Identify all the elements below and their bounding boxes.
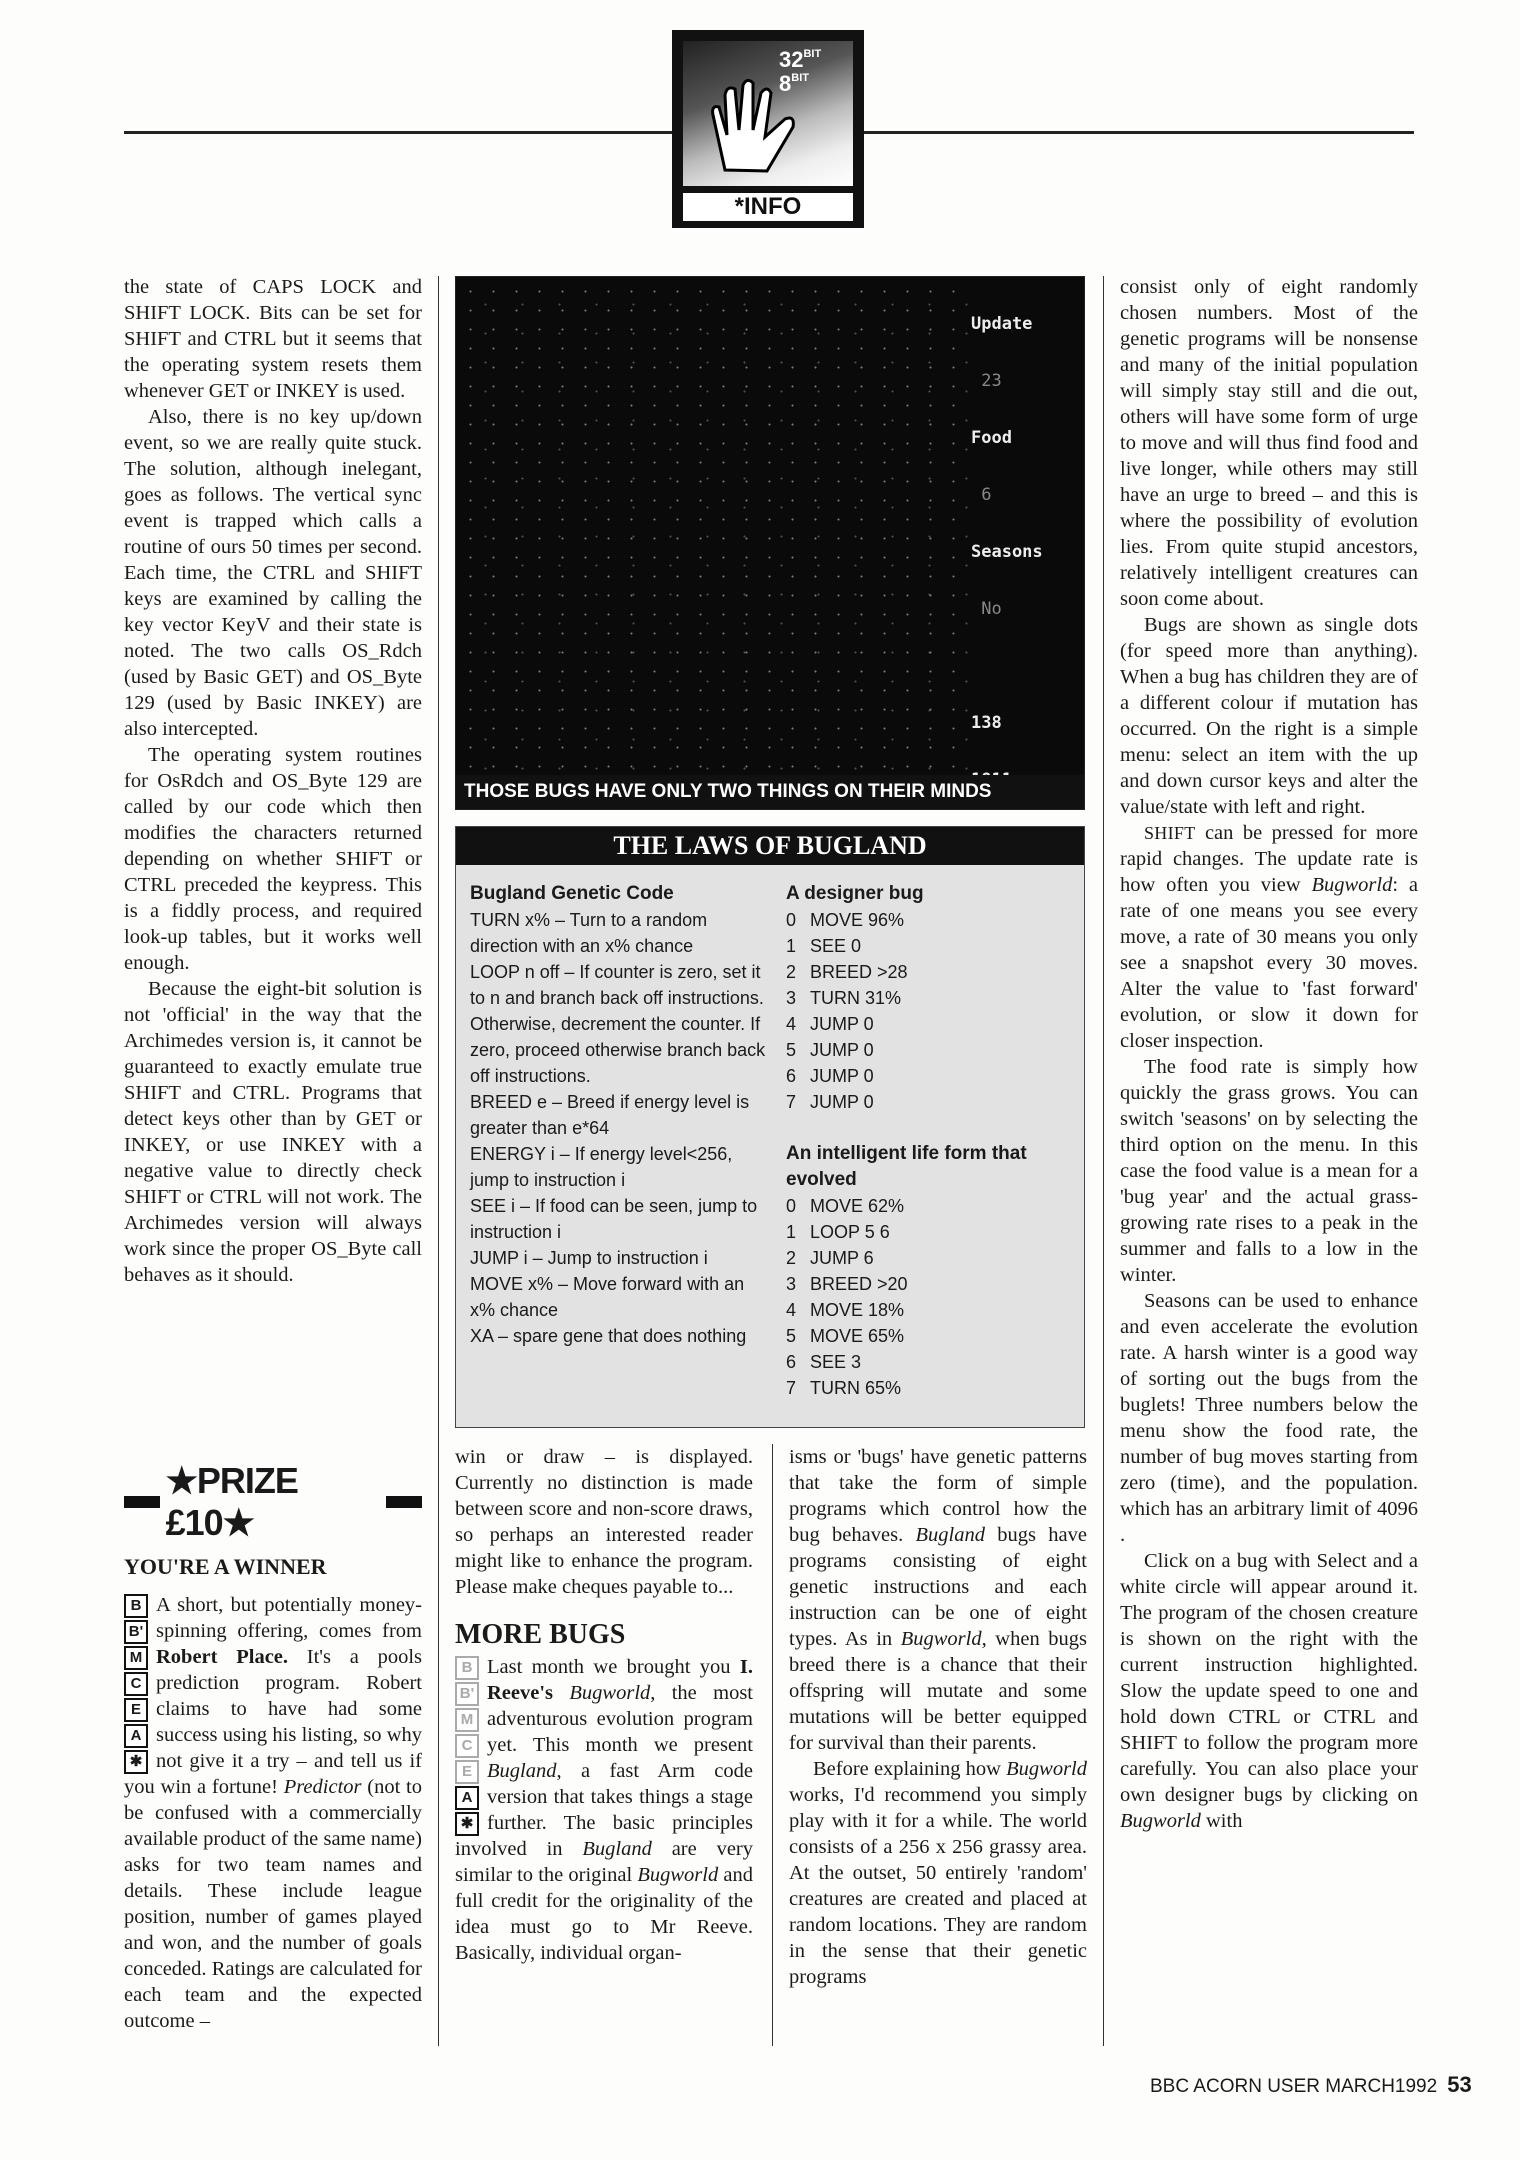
designer-line: 0 MOVE 96% [786,910,905,930]
col2-paragraph: win or draw – is displayed. Currently no distinction is made between score and non-score draws, so perhaps an interested reader might like to enhance the program. Please make cheques payable to... [455,1446,753,1598]
bugland-screenshot [455,276,1085,810]
designer-line: 2 BREED >28 [786,962,908,982]
designer-line: 7 JUMP 0 [786,1092,874,1112]
intelligent-line: 0 MOVE 62% [786,1196,905,1216]
bbc-b-icon: B [124,1594,148,1618]
column-4 [1120,274,1418,1834]
col4-paragraph: Seasons can be used to enhance and even accelerate the evolution rate. A harsh winter is a good way of sorting out the bugs from the buglets! Three numbers below the menu show the food rate, the number of bug moves starting from zero (time), and the population. which has an arbitrary limit of 4096 . [1120,1290,1418,1546]
col3-paragraph: isms or 'bugs' have genetic patterns that take the form of simple programs which control how the bug behaves. Bugland bugs have programs consisting of eight genetic instructions and each instruction can be one of eight types. As in Bugworld, when bugs breed there is a chance that their offspring will mutate and some mutations will be better equipped for survival than their parents. [789,1446,1087,1754]
more-bugs-heading: MORE BUGS [455,1619,626,1650]
logo-label: *INFO [683,193,853,221]
intelligent-line: 6 SEE 3 [786,1352,862,1372]
column-divider [1103,276,1104,2046]
prize-bar-left [124,1496,160,1508]
bbc-b-plus-icon: B' [124,1620,148,1644]
genetic-entry: ENERGY i – If energy level<256, jump to instruction i [470,1144,733,1190]
col4-paragraph: Bugs are shown as single dots (for speed more than anything). When a bug has children they are of a different colour if mutation has occurred. On the right is a simple menu: select an item with the up and down cursor keys and alter the value/state with left and right. [1120,614,1418,818]
genetic-entry: LOOP n off – If counter is zero, set it to n and branch back off instructions. Otherwise, decrement the counter. If zero, proceed otherwise branch back off instructions. [470,962,766,1086]
genetic-entry: XA – spare gene that does nothing [470,1326,747,1346]
bug-examples [786,881,1076,1401]
intelligent-line: 2 JUMP 6 [786,1248,874,1268]
col3-paragraph: Before explaining how Bugworld works, I'd recommend you simply play with it for a while. The world consists of a 256 x 256 grassy area. At the outset, 50 entirely 'random' creatures are created and placed at random locations. They are random in the sense that their genetic programs [789,1758,1087,1988]
prize-section [124,1460,422,2034]
column-2 [455,1444,753,1966]
designer-line: 3 TURN 31% [786,988,902,1008]
column-3 [789,1444,1087,1990]
hand-icon [705,75,815,185]
genetic-entry: SEE i – If food can be seen, jump to instruction i [470,1196,758,1242]
designer-line: 6 JUMP 0 [786,1066,874,1086]
prize-heading: ★PRIZE £10★ [124,1460,422,1544]
compact-icon: C [455,1734,479,1758]
column-divider [438,276,439,2046]
col1-paragraph: The operating system routines for OsRdch and OS_Byte 129 are called by our code which then modifies the characters returned depending on whether SHIFT or CTRL preceded the keypress. This is a fiddly process, and required look-up tables, but it works well enough. [124,744,422,974]
genetic-entry: MOVE x% – Move forward with an x% chance [470,1274,745,1320]
archimedes-icon: A [455,1786,479,1810]
bbc-b-plus-icon: B' [455,1682,479,1706]
column-divider [772,1444,773,2046]
intelligent-line: 5 MOVE 65% [786,1326,905,1346]
col1-paragraph: Also, there is no key up/down event, so we are really quite stuck. The solution, although inelegant, goes as follows. The vertical sync event is trapped which calls a routine of ours 50 times per second. Each time, the CTRL and SHIFT keys are examined by calling the key vector KeyV and their state is noted. The two calls OS_Rdch (used by Basic GET) and OS_Byte 129 (used by Basic INKEY) are also intercepted. [124,406,422,740]
prize-title: Predictor [283,1776,362,1798]
intelligent-line: 7 TURN 65% [786,1378,902,1398]
col1-paragraph: Because the eight-bit solution is not 'official' in the way that the Archimedes version is, it cannot be guaranteed to exactly emulate true SHIFT and CTRL. Programs that detect keys other than by GET or INKEY, or use INKEY with a negative value to directly check SHIFT or CTRL will not work. The Archimedes version will always work since the proper OS_Byte call behaves as it should. [124,978,422,1286]
col4-paragraph: SHIFT can be pressed for more rapid changes. The update rate is how often you view Bugworld: a rate of one means you see every move, a rate of 30 means you only see a snapshot every 30 moves. Alter the value to 'fast forward' evolution, or slow it down for closer inspection. [1120,822,1418,1052]
genetic-code-list [470,881,770,1349]
electron-icon: E [455,1760,479,1784]
risc-os-icon: ✱ [455,1812,479,1836]
risc-os-icon: ✱ [124,1750,148,1774]
machine-icons [124,1594,148,1774]
page-number: 53 [1447,2072,1472,2097]
logo-artwork [683,41,853,186]
column-1 [124,274,422,1288]
genetic-entry: BREED e – Breed if energy level is greater than e*64 [470,1092,750,1138]
publication-name: BBC ACORN USER MARCH1992 [1150,2076,1438,2097]
col4-paragraph: The food rate is simply how quickly the grass grows. You can switch 'seasons' on by selecting the third option on the menu. In this case the food value is a mean for a 'bug year' and the actual grass-growing rate rises to a peak in the summer and falls to a low in the winter. [1120,1056,1418,1286]
machine-icons [455,1656,479,1836]
prize-body: B B' M C E A ✱ A short, but potentially money-spinning offering, comes from Robert Place. It's a pools prediction program. Robert claims to have had some success using his listing, so why not give it a try – and tell us if you win a fortune! Predictor (not to be confused with a commercially available product of the same name) asks for two team names and details. These include league position, number of games played and won, and the number of goals conceded. Ratings are calculated for each team and the expected outcome – [124,1594,422,2032]
designer-line: 1 SEE 0 [786,936,862,956]
compact-icon: C [124,1672,148,1696]
col4-paragraph: consist only of eight randomly chosen numbers. Most of the genetic programs will be nonsense and many of the initial population will simply stay still and die out, others will have some form of urge to move and will thus find food and live longer, while others may still have an urge to breed – and this is where the possibility of evolution lies. From quite stupid ancestors, relatively intelligent creatures can soon come about. [1120,276,1418,610]
logo-bits: $32^{BIT}$ $8^{BIT}$ [779,47,822,96]
intelligent-line: 1 LOOP 5 6 [786,1222,890,1242]
genetic-entry: JUMP i – Jump to instruction i [470,1248,708,1268]
prize-bar-right [386,1496,422,1508]
master-icon: M [124,1646,148,1670]
archimedes-icon: A [124,1724,148,1748]
intelligent-line: 4 MOVE 18% [786,1300,905,1320]
electron-icon: E [124,1698,148,1722]
designer-line: 4 JUMP 0 [786,1014,874,1034]
laws-title: THE LAWS OF BUGLAND [456,827,1084,865]
screenshot-caption: THOSE BUGS HAVE ONLY TWO THINGS ON THEIR MINDS [456,775,1085,809]
intelligent-bug-heading: An intelligent life form that evolved [786,1143,1027,1190]
bbc-b-icon: B [455,1656,479,1680]
col2-paragraph: B B' M C E A ✱ Last month we brought you I. Reeve's Bugworld, the most adventurous evolution program yet. This month we present Bugland, a fast Arm code version that takes things a stage further. The basic principles involved in Bugland are very similar to the original Bugworld and full credit for the originality of the idea must go to Mr Reeve. Basically, individual organ- [455,1656,754,1964]
prize-author: Robert Place. [156,1646,289,1668]
genetic-entry: TURN x% – Turn to a random direction with an x% chance [470,910,708,956]
laws-of-bugland-box [455,826,1085,1428]
info-logo [672,30,864,228]
prize-subheading: YOU'RE A WINNER [124,1554,327,1579]
bugland-menu: Update 23 Food 6 Seasons No 138 [971,314,1043,733]
intelligent-line: 3 BREED >20 [786,1274,908,1294]
genetic-code-heading: Bugland Genetic Code [470,883,674,904]
col4-paragraph: Click on a bug with Select and a white circle will appear around it. The program of the chosen creature is shown on the right with the current instruction highlighted. Slow the update speed to one and hold down CTRL or CTRL and SHIFT to follow the program more carefully. You can also place your own designer bugs by clicking on Bugworld with [1120,1550,1418,1832]
page-footer [1150,2072,1472,2098]
bug-world-field [456,277,970,777]
master-icon: M [455,1708,479,1732]
designer-line: 5 JUMP 0 [786,1040,874,1060]
col1-paragraph: the state of CAPS LOCK and SHIFT LOCK. Bits can be set for SHIFT and CTRL but it seems that the operating system resets them whenever GET or INKEY is used. [124,276,422,402]
designer-bug-heading: A designer bug [786,883,924,904]
